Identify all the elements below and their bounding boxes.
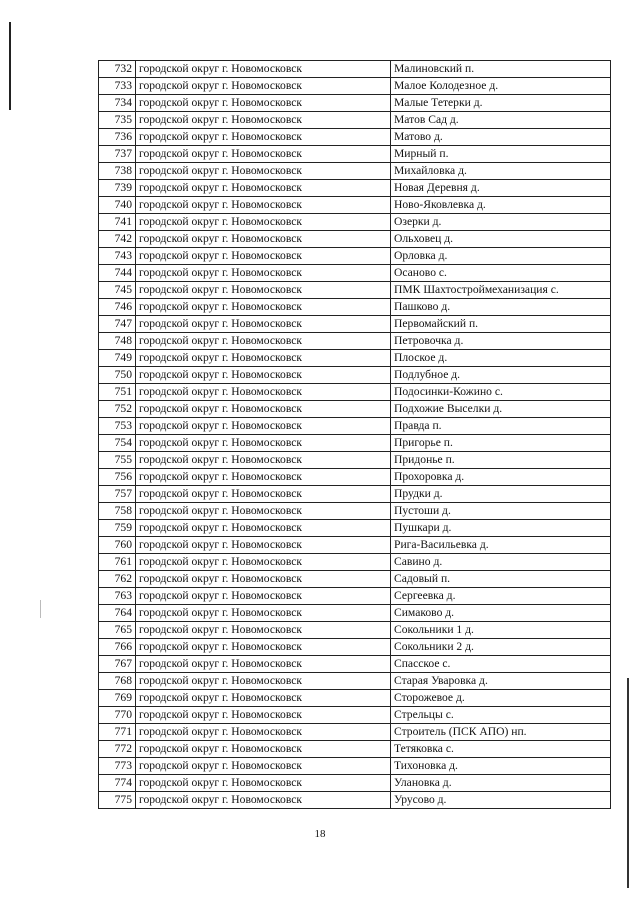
settlement-cell: Тихоновка д. [391, 758, 611, 775]
table-row [99, 792, 611, 809]
row-number: 764 [99, 605, 136, 622]
settlement-cell: Садовый п. [391, 571, 611, 588]
row-number: 758 [99, 503, 136, 520]
settlement-cell: Матов Сад д. [391, 112, 611, 129]
table-row [99, 299, 611, 316]
district-cell: городской округ г. Новомосковск [136, 452, 391, 469]
settlement-cell: Строитель (ПСК АПО) нп. [391, 724, 611, 741]
row-number: 742 [99, 231, 136, 248]
row-number: 744 [99, 265, 136, 282]
district-cell: городской округ г. Новомосковск [136, 197, 391, 214]
row-number: 772 [99, 741, 136, 758]
table-row [99, 112, 611, 129]
table-row [99, 520, 611, 537]
row-number: 754 [99, 435, 136, 452]
settlement-cell: Стрельцы с. [391, 707, 611, 724]
district-cell: городской округ г. Новомосковск [136, 588, 391, 605]
district-cell: городской округ г. Новомосковск [136, 282, 391, 299]
settlement-cell: Придонье п. [391, 452, 611, 469]
settlement-cell: Плоское д. [391, 350, 611, 367]
row-number: 746 [99, 299, 136, 316]
district-cell: городской округ г. Новомосковск [136, 350, 391, 367]
district-cell: городской округ г. Новомосковск [136, 384, 391, 401]
table-row [99, 231, 611, 248]
district-cell: городской округ г. Новомосковск [136, 707, 391, 724]
row-number: 761 [99, 554, 136, 571]
district-cell: городской округ г. Новомосковск [136, 469, 391, 486]
table-row [99, 707, 611, 724]
table-row [99, 146, 611, 163]
settlement-cell: Пригорье п. [391, 435, 611, 452]
settlement-cell: Правда п. [391, 418, 611, 435]
district-cell: городской округ г. Новомосковск [136, 163, 391, 180]
settlement-cell: Улановка д. [391, 775, 611, 792]
settlement-cell: Прохоровка д. [391, 469, 611, 486]
settlement-cell: Озерки д. [391, 214, 611, 231]
table-row [99, 95, 611, 112]
settlement-cell: Сторожевое д. [391, 690, 611, 707]
settlement-cell: Сергеевка д. [391, 588, 611, 605]
row-number: 763 [99, 588, 136, 605]
district-cell: городской округ г. Новомосковск [136, 571, 391, 588]
settlement-cell: Матово д. [391, 129, 611, 146]
scan-speck [40, 600, 41, 618]
row-number: 757 [99, 486, 136, 503]
district-cell: городской округ г. Новомосковск [136, 673, 391, 690]
row-number: 773 [99, 758, 136, 775]
district-cell: городской округ г. Новомосковск [136, 78, 391, 95]
settlements-table-body [99, 61, 611, 809]
row-number: 770 [99, 707, 136, 724]
row-number: 738 [99, 163, 136, 180]
settlement-cell: Сокольники 1 д. [391, 622, 611, 639]
settlement-cell: Петровочка д. [391, 333, 611, 350]
district-cell: городской округ г. Новомосковск [136, 741, 391, 758]
settlement-cell: Новая Деревня д. [391, 180, 611, 197]
table-row [99, 367, 611, 384]
table-row [99, 622, 611, 639]
row-number: 734 [99, 95, 136, 112]
district-cell: городской округ г. Новомосковск [136, 537, 391, 554]
row-number: 736 [99, 129, 136, 146]
settlement-cell: Подхожие Выселки д. [391, 401, 611, 418]
row-number: 737 [99, 146, 136, 163]
settlement-cell: Первомайский п. [391, 316, 611, 333]
row-number: 735 [99, 112, 136, 129]
row-number: 759 [99, 520, 136, 537]
table-row [99, 61, 611, 78]
district-cell: городской округ г. Новомосковск [136, 486, 391, 503]
district-cell: городской округ г. Новомосковск [136, 622, 391, 639]
table-row [99, 469, 611, 486]
scan-edge-mark [9, 22, 11, 110]
table-row [99, 316, 611, 333]
row-number: 771 [99, 724, 136, 741]
page-number: 18 [314, 828, 326, 840]
district-cell: городской округ г. Новомосковск [136, 316, 391, 333]
table-row [99, 656, 611, 673]
table-row [99, 554, 611, 571]
settlement-cell: Симаково д. [391, 605, 611, 622]
table-row [99, 129, 611, 146]
table-row [99, 690, 611, 707]
table-row [99, 384, 611, 401]
table-row [99, 265, 611, 282]
district-cell: городской округ г. Новомосковск [136, 656, 391, 673]
table-row [99, 537, 611, 554]
district-cell: городской округ г. Новомосковск [136, 554, 391, 571]
table-row [99, 180, 611, 197]
district-cell: городской округ г. Новомосковск [136, 299, 391, 316]
table-row [99, 503, 611, 520]
settlement-cell: Малое Колодезное д. [391, 78, 611, 95]
district-cell: городской округ г. Новомосковск [136, 95, 391, 112]
table-row [99, 775, 611, 792]
row-number: 733 [99, 78, 136, 95]
table-row [99, 78, 611, 95]
district-cell: городской округ г. Новомосковск [136, 418, 391, 435]
row-number: 745 [99, 282, 136, 299]
row-number: 768 [99, 673, 136, 690]
table-row [99, 605, 611, 622]
district-cell: городской округ г. Новомосковск [136, 724, 391, 741]
district-cell: городской округ г. Новомосковск [136, 129, 391, 146]
district-cell: городской округ г. Новомосковск [136, 180, 391, 197]
settlement-cell: Ново-Яковлевка д. [391, 197, 611, 214]
row-number: 774 [99, 775, 136, 792]
settlement-cell: Тетяковка с. [391, 741, 611, 758]
district-cell: городской округ г. Новомосковск [136, 690, 391, 707]
district-cell: городской округ г. Новомосковск [136, 792, 391, 809]
row-number: 752 [99, 401, 136, 418]
table-row [99, 350, 611, 367]
district-cell: городской округ г. Новомосковск [136, 146, 391, 163]
row-number: 755 [99, 452, 136, 469]
settlement-cell: Подлубное д. [391, 367, 611, 384]
settlements-table [98, 60, 611, 809]
settlement-cell: Пушкари д. [391, 520, 611, 537]
district-cell: городской округ г. Новомосковск [136, 248, 391, 265]
settlement-cell: Савино д. [391, 554, 611, 571]
row-number: 749 [99, 350, 136, 367]
settlement-cell: Пашково д. [391, 299, 611, 316]
district-cell: городской округ г. Новомосковск [136, 605, 391, 622]
district-cell: городской округ г. Новомосковск [136, 367, 391, 384]
row-number: 756 [99, 469, 136, 486]
table-row [99, 452, 611, 469]
scan-edge-mark [627, 678, 629, 888]
row-number: 753 [99, 418, 136, 435]
district-cell: городской округ г. Новомосковск [136, 61, 391, 78]
district-cell: городской округ г. Новомосковск [136, 520, 391, 537]
row-number: 762 [99, 571, 136, 588]
table-row [99, 435, 611, 452]
table-row [99, 197, 611, 214]
row-number: 751 [99, 384, 136, 401]
district-cell: городской округ г. Новомосковск [136, 639, 391, 656]
settlement-cell: Пустоши д. [391, 503, 611, 520]
row-number: 760 [99, 537, 136, 554]
table-row [99, 333, 611, 350]
settlement-cell: Спасское с. [391, 656, 611, 673]
row-number: 775 [99, 792, 136, 809]
table-row [99, 741, 611, 758]
row-number: 747 [99, 316, 136, 333]
settlement-cell: Старая Уваровка д. [391, 673, 611, 690]
settlement-cell: Малые Тетерки д. [391, 95, 611, 112]
settlement-cell: Ольховец д. [391, 231, 611, 248]
district-cell: городской округ г. Новомосковск [136, 265, 391, 282]
row-number: 766 [99, 639, 136, 656]
table-row [99, 163, 611, 180]
table-row [99, 214, 611, 231]
table-row [99, 486, 611, 503]
settlement-cell: Урусово д. [391, 792, 611, 809]
district-cell: городской округ г. Новомосковск [136, 775, 391, 792]
settlement-cell: Подосинки-Кожино с. [391, 384, 611, 401]
settlement-cell: Михайловка д. [391, 163, 611, 180]
table-row [99, 724, 611, 741]
settlement-cell: ПМК Шахтостроймеханизация с. [391, 282, 611, 299]
table-row [99, 588, 611, 605]
district-cell: городской округ г. Новомосковск [136, 214, 391, 231]
settlement-cell: Мирный п. [391, 146, 611, 163]
table-row [99, 282, 611, 299]
row-number: 740 [99, 197, 136, 214]
table-row [99, 639, 611, 656]
row-number: 732 [99, 61, 136, 78]
row-number: 765 [99, 622, 136, 639]
district-cell: городской округ г. Новомосковск [136, 112, 391, 129]
settlement-cell: Малиновский п. [391, 61, 611, 78]
district-cell: городской округ г. Новомосковск [136, 503, 391, 520]
row-number: 743 [99, 248, 136, 265]
table-row [99, 418, 611, 435]
district-cell: городской округ г. Новомосковск [136, 435, 391, 452]
row-number: 769 [99, 690, 136, 707]
settlement-cell: Осаново с. [391, 265, 611, 282]
district-cell: городской округ г. Новомосковск [136, 758, 391, 775]
table-row [99, 571, 611, 588]
settlement-cell: Прудки д. [391, 486, 611, 503]
row-number: 739 [99, 180, 136, 197]
table-row [99, 248, 611, 265]
table-row [99, 401, 611, 418]
row-number: 748 [99, 333, 136, 350]
settlement-cell: Орловка д. [391, 248, 611, 265]
settlement-cell: Сокольники 2 д. [391, 639, 611, 656]
district-cell: городской округ г. Новомосковск [136, 231, 391, 248]
table-row [99, 673, 611, 690]
row-number: 767 [99, 656, 136, 673]
district-cell: городской округ г. Новомосковск [136, 333, 391, 350]
district-cell: городской округ г. Новомосковск [136, 401, 391, 418]
table-row [99, 758, 611, 775]
row-number: 750 [99, 367, 136, 384]
settlement-cell: Рига-Васильевка д. [391, 537, 611, 554]
row-number: 741 [99, 214, 136, 231]
